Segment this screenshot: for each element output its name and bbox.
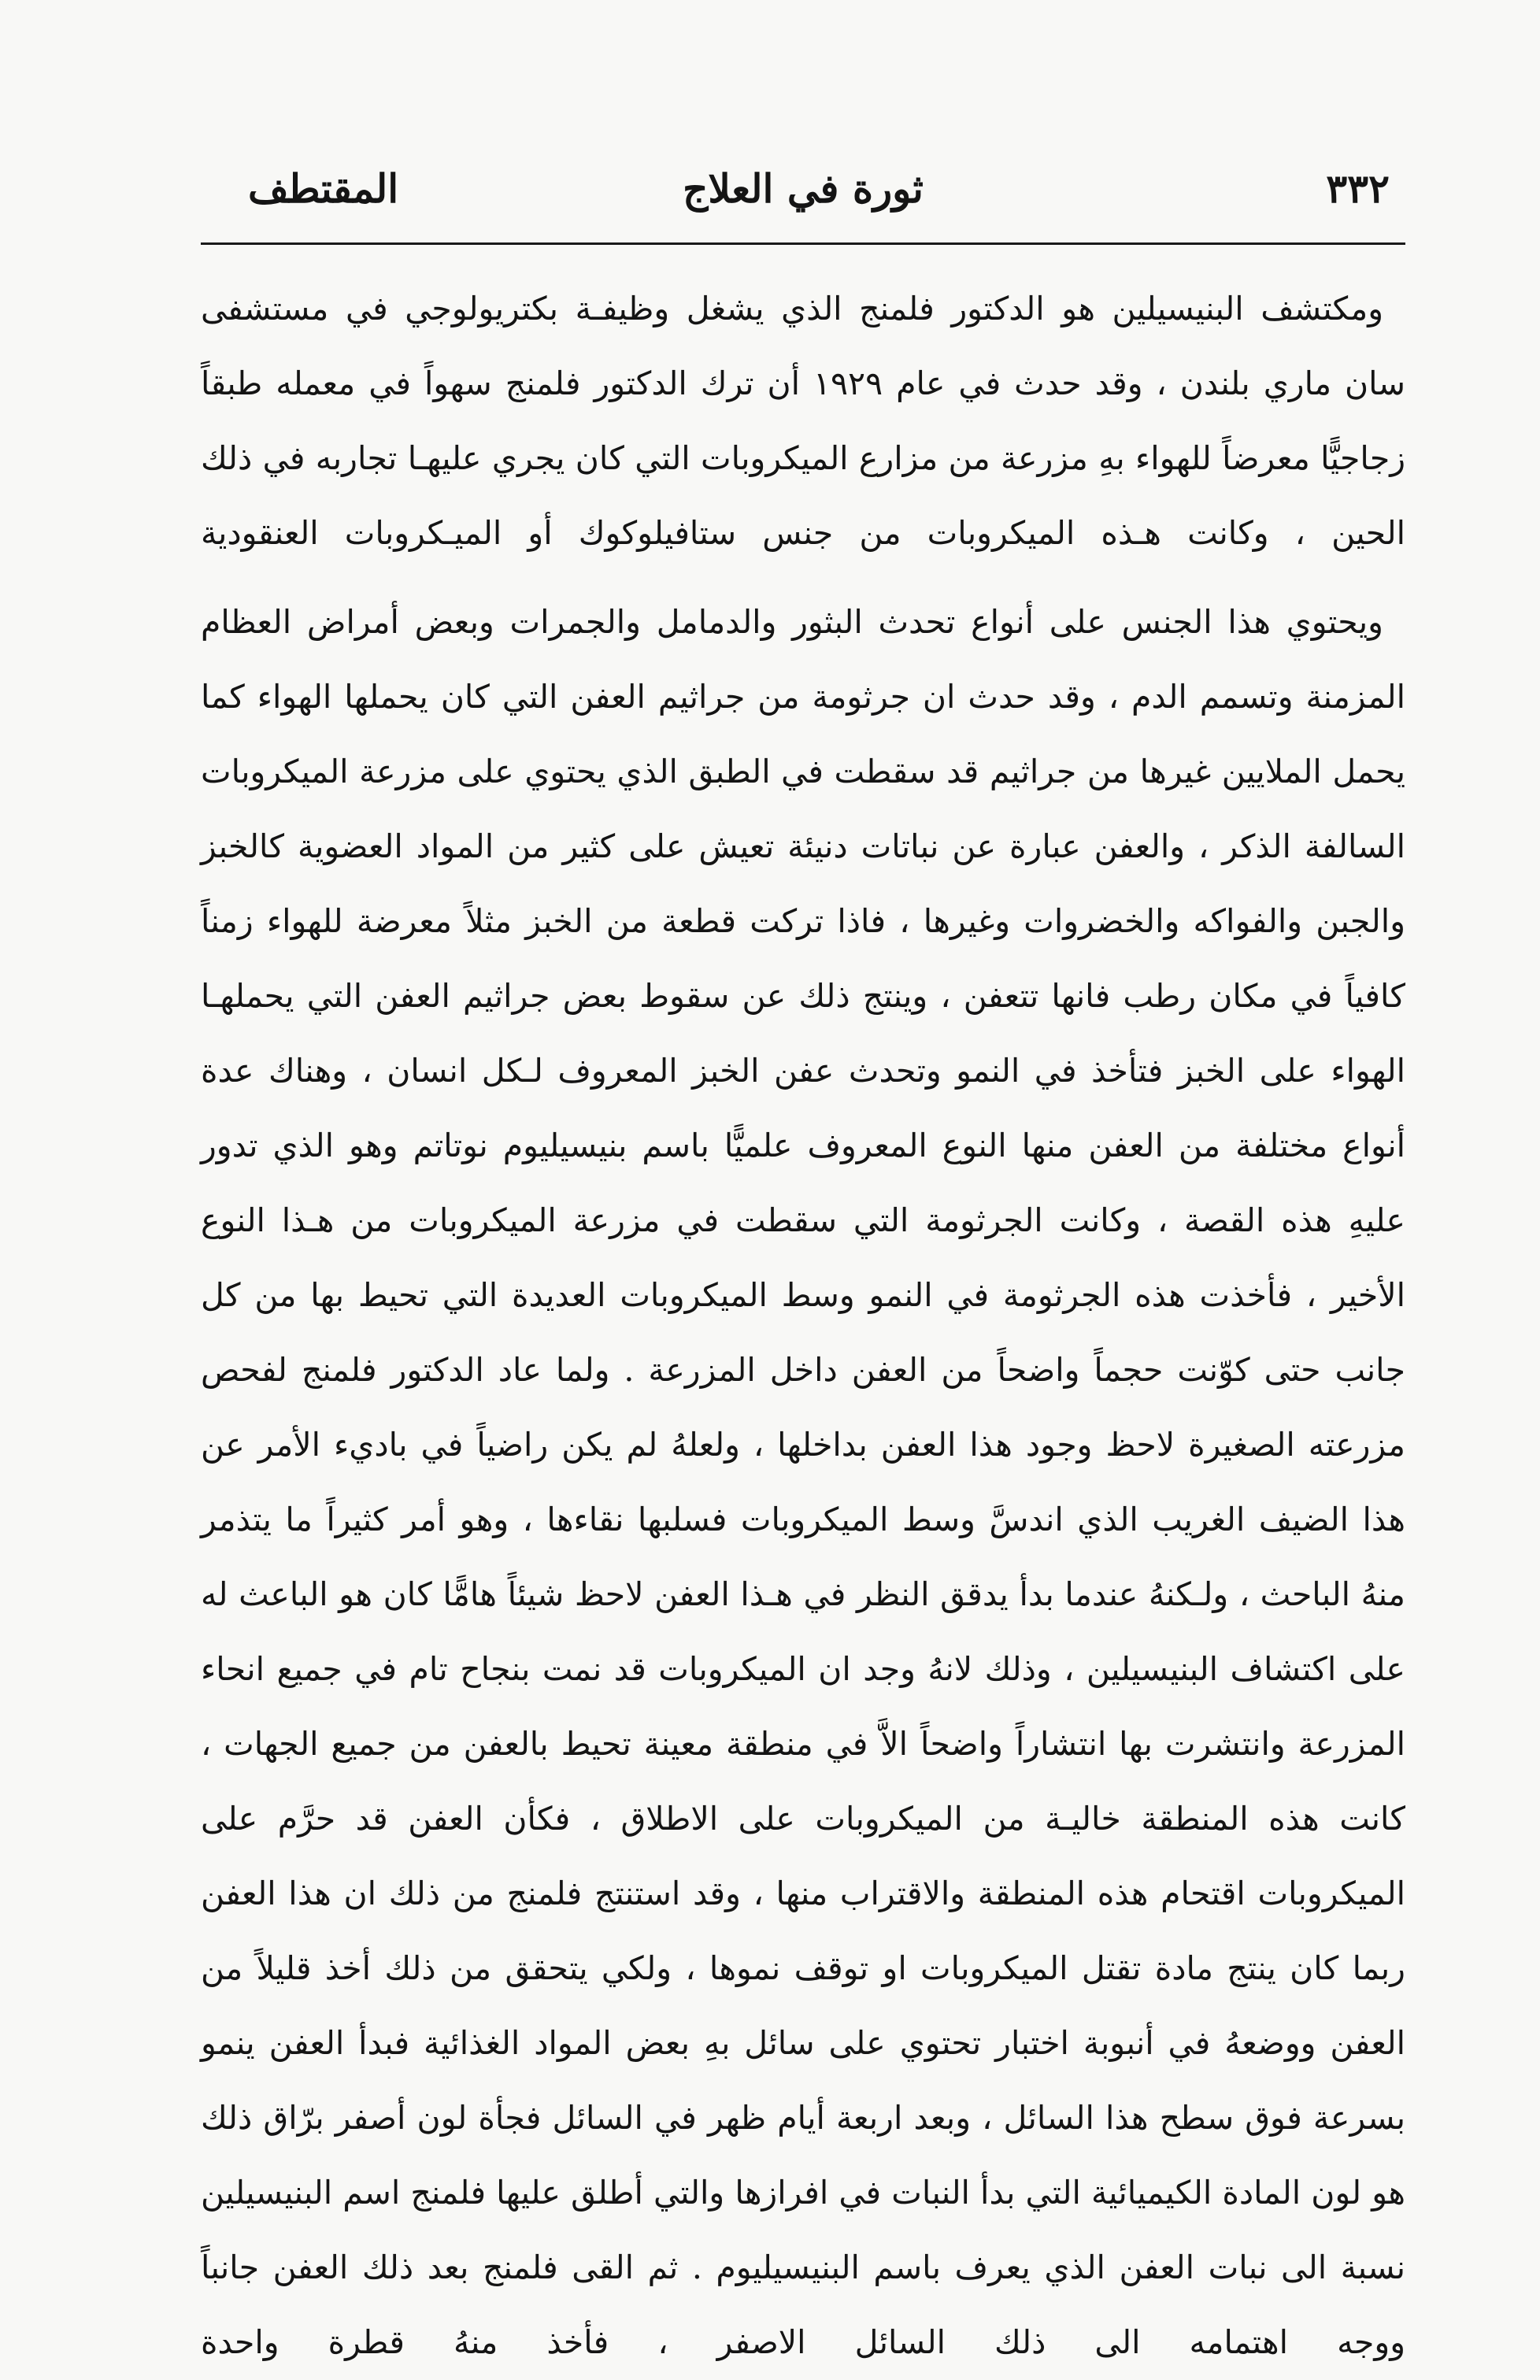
page-number: ٣٣٢ bbox=[1326, 165, 1390, 212]
journal-name: المقتطف bbox=[248, 165, 399, 212]
paragraph: ومكتشف البنيسيلين هو الدكتور فلمنج الذي يشغل وظيفـة بكتريولوجي في مستشفى سان ماري بلندن ، وقد حدث في عام ١٩٢٩ أن ترك الدكتور فلمنج سهواً في معمله طبقاً زجاجيًّا معرضاً للهواء بهِ مزرعة من مزارع الميكروبات التي كان يجري عليهـا تجاربه في ذلك الحين ، وكانت هـذه الميكروبات من جنس ستافيلوكوك أو الميـكروبات العنقودية bbox=[201, 290, 1405, 552]
running-title: ثورة في العلاج bbox=[683, 165, 924, 212]
header-rule bbox=[201, 242, 1405, 245]
article-body bbox=[201, 272, 1405, 2361]
paragraph: ويحتوي هذا الجنس على أنواع تحدث البثور والدمامل والجمرات وبعض أمراض العظام المزمنة وتسمم الدم ، وقد حدث ان جرثومة من جراثيم العفن التي كان يحملها الهواء كما يحمل الملايين غيرها من جراثيم قد سقطت في الطبق الذي يحتوي على مزرعة الميكروبات السالفة الذكر ، والعفن عبارة عن نباتات دنيئة تعيش على كثير من المواد العضوية كالخبز والجبن والفواكه والخضروات وغيرها ، فاذا تركت قطعة من الخبز مثلاً معرضة للهواء زمناً كافياً في مكان رطب فانها تتعفن ، وينتج ذلك عن سقوط بعض جراثيم العفن التي يحملهـا الهواء على الخبز فتأخذ في النمو وتحدث عفن الخبز المعروف لـكل انسان ، وهناك عدة أنواع مختلفة من العفن منها النوع المعروف علميًّا باسم بنيسيليوم نوتاتم وهو الذي تدور عليهِ هذه القصة ، وكانت الجرثومة التي سقطت في مزرعة الميكروبات من هـذا النوع الأخير ، فأخذت هذه الجرثومة في النمو وسط الميكروبات العديدة التي تحيط بها من كل جانب حتى كوّنت حجماً واضحاً من العفن داخل المزرعة . ولما عاد الدكتور فلمنج لفحص مزرعته الصغيرة لاحظ وجود هذا العفن بداخلها ، ولعلهُ لم يكن راضياً في باديء الأمر عن هذا الضيف الغريب الذي اندسَّ وسط الميكروبات فسلبها نقاءها ، وهو أمر كثيراً ما يتذمر منهُ الباحث ، ولـكنهُ عندما بدأ يدقق النظر في هـذا العفن لاحظ شيئاً هامًّا كان هو الباعث له على اكتشاف البنيسيلين ، وذلك لانهُ وجد ان الميكروبات قد نمت بنجاح تام في جميع انحاء المزرعة وانتشرت بها انتشاراً واضحاً الاَّ في منطقة معينة تحيط بالعفن من جميع الجهات ، كانت هذه المنطقة خاليـة من الميكروبات على الاطلاق ، فكأن العفن قد حرَّم على الميكروبات اقتحام هذه المنطقة والاقتراب منها ، وقد استنتج فلمنج من ذلك ان هذا العفن ربما كان ينتج مادة تقتل الميكروبات او توقف نموها ، ولكي يتحقق من ذلك أخذ قليلاً من العفن ووضعهُ في أنبوبة اختبار تحتوي على سائل بهِ بعض المواد الغذائية فبدأ العفن ينمو بسرعة فوق سطح هذا السائل ، وبعد اربعة أيام ظهر في السائل فجأة لون أصفر برّاق ذلك هو لون المادة الكيميائية التي بدأ النبات في افرازها والتي أطلق عليها فلمنج اسم البنيسيلين نسبة الى نبات العفن الذي يعرف باسم البنيسيليوم . ثم القى فلمنج بعد ذلك العفن جانباً ووجه اهتمامه الى ذلك السائل الاصفر ، فأخذ منهُ قطرة واحدة bbox=[201, 603, 1405, 2361]
page-header bbox=[201, 148, 1405, 227]
